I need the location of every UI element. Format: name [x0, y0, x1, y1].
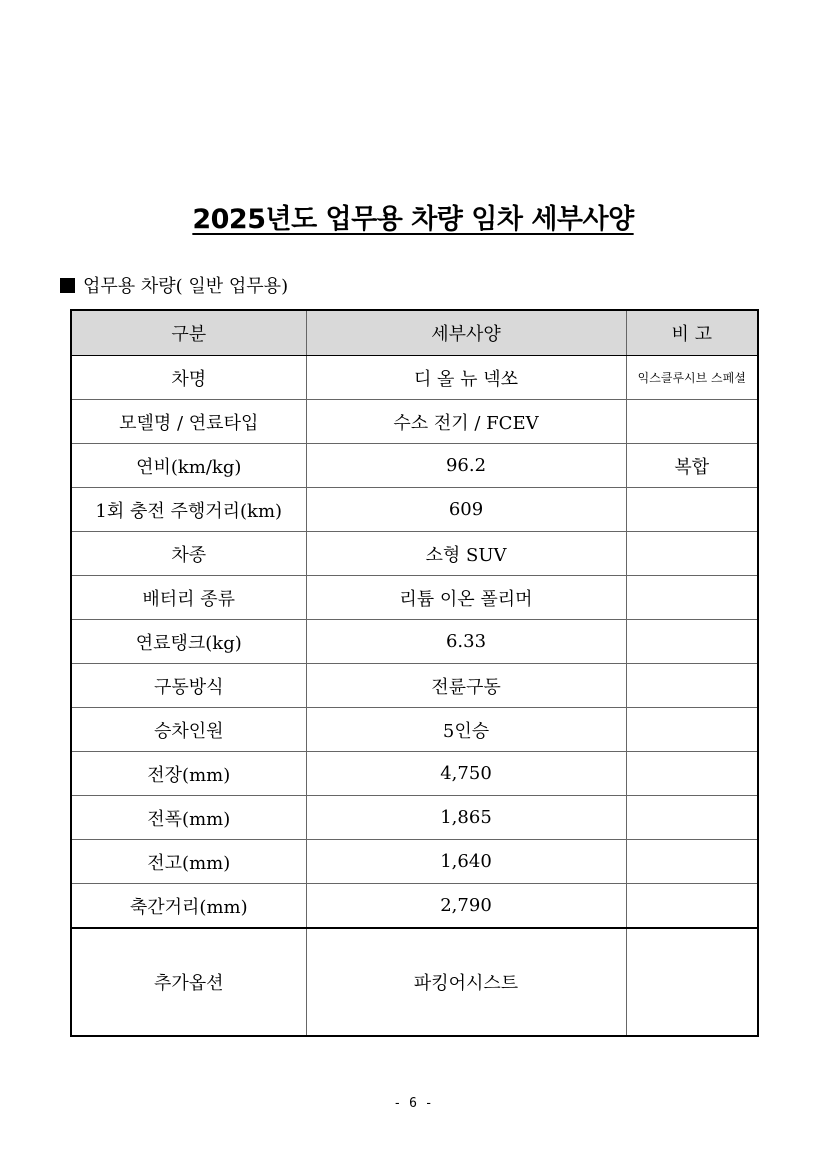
section-heading	[60, 272, 288, 298]
table-row	[71, 708, 758, 752]
page-number: - 6 -	[393, 1096, 433, 1111]
document-title	[0, 197, 826, 236]
section-heading-text: 업무용 차량( 일반 업무용)	[83, 276, 289, 297]
row-value: 2,790	[306, 884, 626, 929]
row-label: 축간거리(mm)	[71, 884, 306, 929]
row-note	[626, 576, 758, 620]
row-value: 수소 전기 / FCEV	[306, 400, 626, 444]
document-title-text: 2025년도 업무용 차량 임차 세부사양	[192, 204, 634, 235]
row-label: 배터리 종류	[71, 576, 306, 620]
table-header-row	[71, 310, 758, 356]
row-label: 연비(km/kg)	[71, 444, 306, 488]
row-value: 소형 SUV	[306, 532, 626, 576]
row-value: 4,750	[306, 752, 626, 796]
row-label: 구동방식	[71, 664, 306, 708]
row-value: 전륜구동	[306, 664, 626, 708]
spec-table	[70, 309, 759, 1037]
table-row	[71, 664, 758, 708]
row-note	[626, 664, 758, 708]
table-row	[71, 752, 758, 796]
row-label: 전고(mm)	[71, 840, 306, 884]
table-row	[71, 356, 758, 400]
header-remarks: 비 고	[626, 310, 758, 356]
table-row	[71, 928, 758, 1036]
table-row	[71, 444, 758, 488]
row-label: 차종	[71, 532, 306, 576]
row-note	[626, 708, 758, 752]
header-spec: 세부사양	[306, 310, 626, 356]
row-label: 모델명 / 연료타입	[71, 400, 306, 444]
row-value: 96.2	[306, 444, 626, 488]
table-row	[71, 488, 758, 532]
square-bullet-icon	[60, 278, 75, 293]
table-row	[71, 796, 758, 840]
row-note	[626, 488, 758, 532]
table-row	[71, 884, 758, 929]
row-label: 차명	[71, 356, 306, 400]
row-label: 추가옵션	[71, 928, 306, 1036]
row-value: 디 올 뉴 넥쏘	[306, 356, 626, 400]
row-value: 5인승	[306, 708, 626, 752]
row-value: 6.33	[306, 620, 626, 664]
row-value: 609	[306, 488, 626, 532]
table-row	[71, 840, 758, 884]
table-row	[71, 620, 758, 664]
row-note	[626, 620, 758, 664]
row-label: 연료탱크(kg)	[71, 620, 306, 664]
header-category: 구분	[71, 310, 306, 356]
row-label: 전폭(mm)	[71, 796, 306, 840]
row-value: 리튬 이온 폴리머	[306, 576, 626, 620]
row-note: 익스클루시브 스페셜	[626, 356, 758, 400]
row-note	[626, 400, 758, 444]
row-value: 파킹어시스트	[306, 928, 626, 1036]
row-value: 1,865	[306, 796, 626, 840]
table-row	[71, 400, 758, 444]
row-note	[626, 532, 758, 576]
row-value: 1,640	[306, 840, 626, 884]
table-row	[71, 532, 758, 576]
row-label: 전장(mm)	[71, 752, 306, 796]
row-label: 1회 충전 주행거리(km)	[71, 488, 306, 532]
row-note	[626, 752, 758, 796]
row-note	[626, 840, 758, 884]
table-row	[71, 576, 758, 620]
row-note: 복합	[626, 444, 758, 488]
row-note	[626, 796, 758, 840]
row-note	[626, 928, 758, 1036]
row-note	[626, 884, 758, 929]
row-label: 승차인원	[71, 708, 306, 752]
